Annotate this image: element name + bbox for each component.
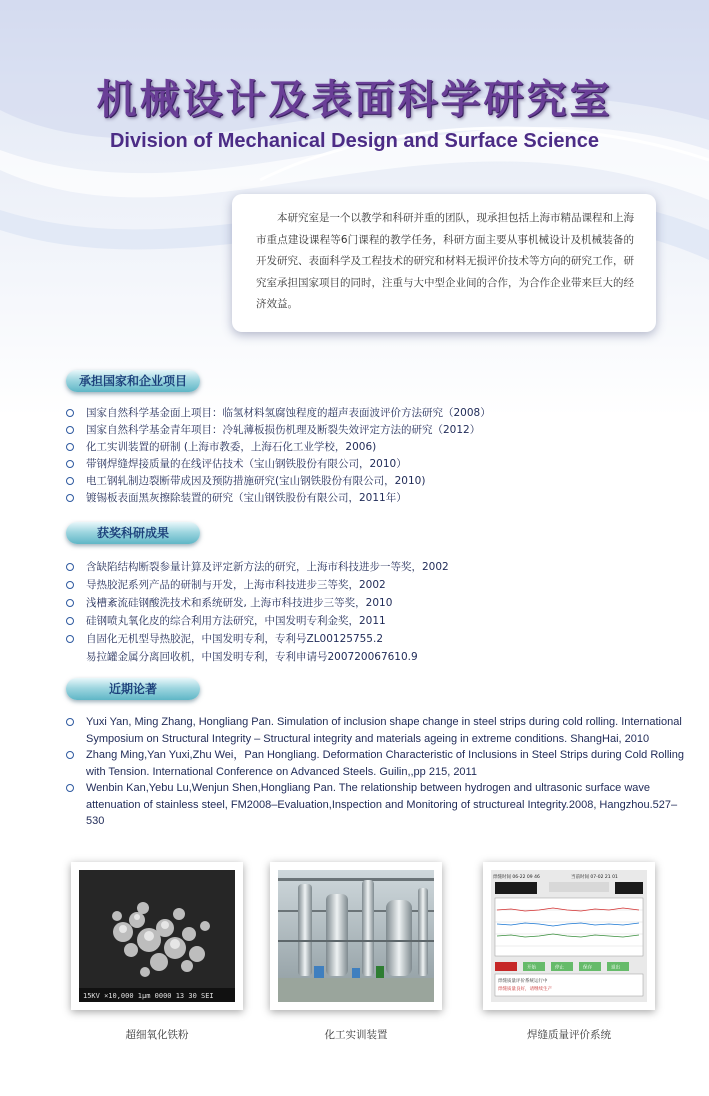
- bullet-icon: [66, 563, 74, 571]
- exit-button-label: 退出: [611, 965, 620, 971]
- sem-overlay-text: 15KV ×10,000 1μm 0000 13 30 SEI: [83, 992, 214, 1000]
- list-item: 易拉罐金属分离回收机，中国发明专利，专利申请号200720067610.9: [86, 651, 418, 663]
- list-item: Zhang Ming,Yan Yuxi,Zhu Wei，Pan Hongliang. Deformation Characteristic of Inclusions in Steel Strips during Cold Rolling with Tension. International Conference on Advanced Steels. Guilin,,pp 215, 2011: [66, 747, 686, 780]
- start-button-label: 开始: [527, 965, 536, 971]
- photo-frame-iron-oxide: [71, 862, 243, 1010]
- equipment-image: [278, 870, 434, 1002]
- list-item: 含缺陷结构断裂参量计算及评定新方法的研究，上海市科技进步一等奖，2002: [66, 558, 449, 576]
- page-title: 机械设计及表面科学研究室: [96, 77, 613, 123]
- list-item: Yuxi Yan, Ming Zhang, Hongliang Pan. Simulation of inclusion shape change in steel strips during cold rolling. International Symposium on Structural Integrity – Structural integrity and materials ageing in extreme conditions. ShangHai, 2010: [66, 714, 686, 747]
- status-line-1: 焊缝质量评价系统运行中: [498, 979, 548, 984]
- list-item: 浅槽紊流硅钢酸洗技术和系统研发, 上海市科技进步三等奖，2010: [66, 594, 449, 612]
- bullet-icon: [66, 751, 74, 759]
- list-item: 镀锡板表面黑灰擦除装置的研究（宝山钢铁股份有限公司，2011年）: [66, 490, 491, 507]
- list-item: Wenbin Kan,Yebu Lu,Wenjun Shen,Hongliang Pan. The relationship between hydrogen and ultrasonic surface wave attenuation of stainless steel, FM2008–Evaluation,Inspection and Monitoring of structureal Integrity.2008, Hangzhou.527–530: [66, 780, 686, 830]
- current-time-label: 当前时间 07-02 21 01: [571, 875, 618, 880]
- bullet-icon: [66, 477, 74, 485]
- bullet-icon: [66, 784, 74, 792]
- list-item: 硅钢喷丸氧化皮的综合利用方法研究，中国发明专利金奖，2011: [66, 612, 449, 630]
- list-item: 带钢焊缝焊接质量的在线评估技术（宝山钢铁股份有限公司，2010）: [66, 456, 491, 473]
- papers-list: [66, 714, 686, 830]
- page-subtitle: Division of Mechanical Design and Surface Science: [109, 130, 600, 152]
- bullet-icon: [66, 426, 74, 434]
- bullet-icon: [66, 581, 74, 589]
- status-line-2: 焊缝质量良好，请继续生产: [498, 987, 552, 992]
- save-button-label: 保存: [583, 965, 592, 971]
- list-item: 化工实训装置的研制 (上海市教委，上海石化工业学校，2006): [66, 439, 491, 456]
- photo-frame-weld-system: [483, 862, 655, 1010]
- list-item: 导热胶泥系列产品的研制与开发，上海市科技进步三等奖，2002: [66, 576, 449, 594]
- awards-list: [66, 558, 449, 666]
- section-heading-papers: 近期论著: [66, 678, 200, 700]
- photo-frame-chem-equipment: [270, 862, 442, 1010]
- iron-oxide-photo: [79, 870, 235, 1002]
- bullet-icon: [66, 460, 74, 468]
- intro-box: [232, 194, 656, 332]
- bullet-icon: [66, 718, 74, 726]
- bullet-icon: [66, 443, 74, 451]
- bullet-icon: [66, 635, 74, 643]
- sem-image: [79, 870, 235, 1002]
- weld-time-label: 焊缝时间 06-22 09 46: [493, 875, 540, 880]
- list-item: 电工钢轧制边裂断带成因及预防措施研究(宝山钢铁股份有限公司，2010): [66, 473, 491, 490]
- stop-button-label: 停止: [555, 965, 564, 971]
- bullet-icon: [66, 617, 74, 625]
- bullet-icon: [66, 494, 74, 502]
- section-heading-projects: 承担国家和企业项目: [66, 370, 200, 392]
- photo-caption: 焊缝质量评价系统: [527, 1029, 611, 1041]
- bullet-icon: [66, 409, 74, 417]
- chem-equipment-photo: [278, 870, 434, 1002]
- bullet-icon: [66, 599, 74, 607]
- section-heading-awards: 获奖科研成果: [66, 522, 200, 544]
- projects-list: [66, 405, 491, 507]
- intro-text: 本研究室是一个以教学和科研并重的团队，现承担包括上海市精品课程和上海市重点建设课程等6门课程的教学任务，科研方面主要从事机械设计及机械装备的开发研究、表面科学及工程技术的研究和材料无损评价技术等方向的研究工作，研究室承担国家项目的同时，注重与大中型企业间的合作，为合作企业带来巨大的经济效益。: [256, 212, 634, 310]
- list-item: 国家自然科学基金面上项目：临氢材料氢腐蚀程度的超声表面波评价方法研究（2008）: [66, 405, 491, 422]
- weld-system-screenshot: [491, 870, 647, 1002]
- list-item: 自固化无机型导热胶泥，中国发明专利，专利号ZL00125755.2: [66, 630, 449, 648]
- weld-system-image: [491, 870, 647, 1002]
- list-item: 国家自然科学基金青年项目：冷轧薄板损伤机理及断裂失效评定方法的研究（2012）: [66, 422, 491, 439]
- photo-caption: 化工实训装置: [324, 1029, 388, 1041]
- photo-caption: 超细氧化铁粉: [125, 1029, 189, 1041]
